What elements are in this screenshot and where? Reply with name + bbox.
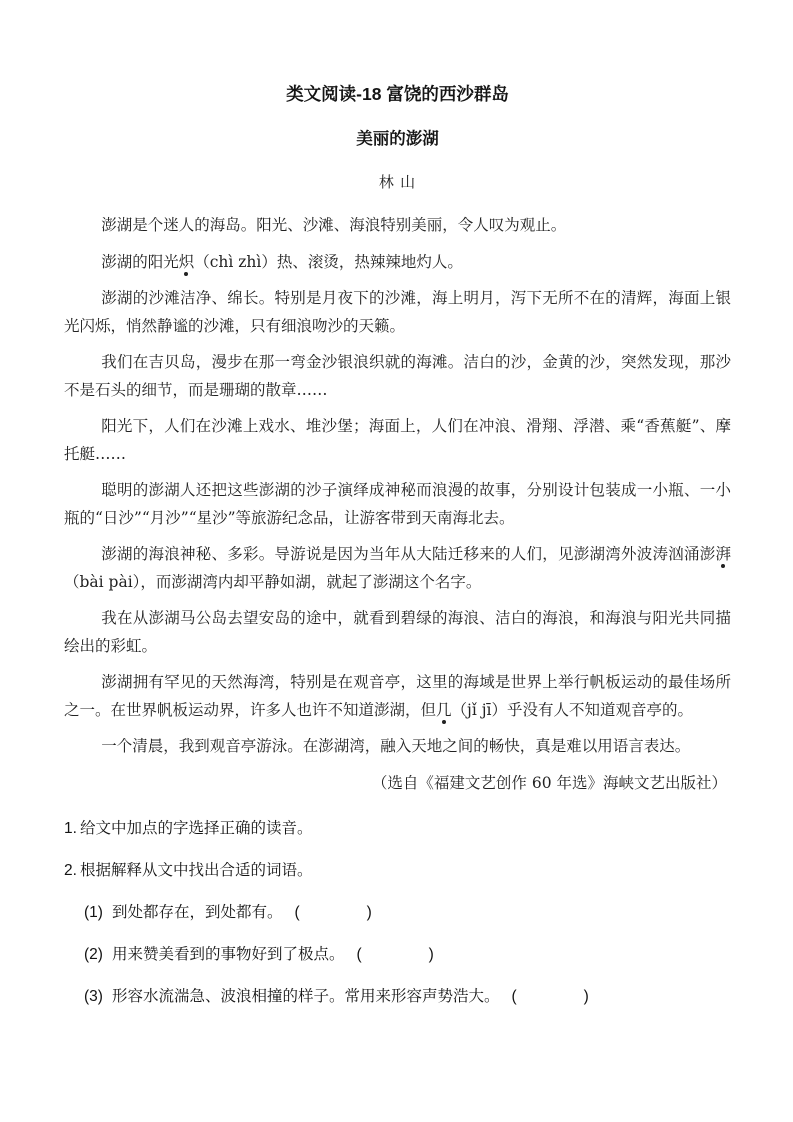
paragraph-text: 澎湖是个迷人的海岛。阳光、沙滩、海浪特别美丽，令人叹为观止。 bbox=[101, 216, 567, 234]
paragraph-text: （chì zhì）热、滚烫，热辣辣地灼人。 bbox=[194, 252, 463, 271]
answer-blank: ( ) bbox=[511, 988, 590, 1005]
paragraph-text: 澎湖的沙滩洁净、绵长。特别是月夜下的沙滩，海上明月，泻下无所不在的清辉，海面上银光闪烁，悄然静谧的沙滩，只有细浪吻沙的天籁。 bbox=[64, 289, 731, 335]
paragraph-text: 聪明的澎湖人还把这些澎湖的沙子演绎成神秘而浪漫的故事，分别设计包装成一小瓶、一小瓶的“日沙”“月沙”“星沙”等旅游纪念品，让游客带到天南海北去。 bbox=[64, 481, 731, 527]
question-1 bbox=[64, 817, 731, 841]
question-1-number: 1. bbox=[64, 820, 77, 837]
paragraph-text: 我们在吉贝岛，漫步在那一弯金沙银浪织就的海滩。洁白的沙，金黄的沙，突然发现，那沙不是石头的细节，而是珊瑚的散章…… bbox=[64, 353, 731, 399]
emphasized-character: 湃 bbox=[715, 545, 731, 563]
question-section bbox=[64, 817, 731, 1009]
article-title: 美丽的澎湖 bbox=[356, 130, 439, 148]
article-paragraph bbox=[64, 605, 731, 660]
paragraph-text: （jǐ jī）乎没有人不知道观音亭的。 bbox=[451, 700, 693, 719]
sub-question-number: (1) bbox=[84, 904, 103, 921]
sub-question-text: 用来赞美看到的事物好到了极点。 bbox=[111, 946, 345, 963]
paragraph-text: 澎湖的海浪神秘、多彩。导游说是因为当年从大陆迁移来的人们，见澎湖湾外波涛汹涌澎 bbox=[101, 545, 716, 563]
article-paragraph bbox=[64, 285, 731, 340]
article-paragraph bbox=[64, 349, 731, 404]
article-paragraph bbox=[64, 541, 731, 596]
article-paragraph bbox=[64, 212, 731, 240]
document-title: 类文阅读-18 富饶的西沙群岛 bbox=[286, 84, 509, 104]
emphasized-character: 炽 bbox=[178, 252, 195, 271]
paragraph-text: 阳光下，人们在沙滩上戏水、堆沙堡；海面上，人们在冲浪、滑翔、浮潜、乘“香蕉艇”、摩托艇…… bbox=[64, 417, 731, 463]
paragraph-text: （bài pài），而澎湖湾内却平静如湖，就起了澎湖这个名字。 bbox=[64, 572, 482, 591]
sub-question-number: (2) bbox=[84, 946, 103, 963]
paragraph-text: 我在从澎湖马公岛去望安岛的途中，就看到碧绿的海浪、洁白的海浪，和海浪与阳光共同描绘出的彩虹。 bbox=[64, 609, 731, 655]
article-paragraph bbox=[64, 249, 731, 277]
answer-blank: ( ) bbox=[294, 904, 373, 921]
sub-question-number: (3) bbox=[84, 988, 103, 1005]
sub-question-text: 形容水流湍急、波浪相撞的样子。常用来形容声势浩大。 bbox=[111, 988, 500, 1005]
question-2-number: 2. bbox=[64, 862, 77, 879]
article-body bbox=[64, 212, 731, 761]
article-paragraph bbox=[64, 669, 731, 724]
question-2-text: 根据解释从文中找出合适的词语。 bbox=[79, 862, 313, 879]
sub-question-3 bbox=[84, 985, 731, 1009]
sub-question-1 bbox=[84, 901, 731, 925]
question-1-text: 给文中加点的字选择正确的读音。 bbox=[79, 820, 313, 837]
article-attribution: （选自《福建文艺创作 60 年选》海峡文艺出版社） bbox=[371, 773, 727, 792]
question-2 bbox=[64, 859, 731, 883]
answer-blank: ( ) bbox=[356, 946, 435, 963]
sub-question-text: 到处都存在，到处都有。 bbox=[111, 904, 283, 921]
paragraph-text: 澎湖的阳光 bbox=[101, 252, 179, 271]
article-author: 林 山 bbox=[378, 174, 417, 191]
article-paragraph bbox=[64, 477, 731, 532]
article-paragraph bbox=[64, 733, 731, 761]
sub-question-2 bbox=[84, 943, 731, 967]
article-paragraph bbox=[64, 413, 731, 468]
paragraph-text: 澎湖拥有罕见的天然海湾，特别是在观音亭，这里的海域是世界上举行帆板运动的最佳场所之一。在世界帆板运动界，许多人也许不知道澎湖，但 bbox=[64, 673, 731, 719]
paragraph-text: 一个清晨，我到观音亭游泳。在澎湖湾，融入天地之间的畅快，真是难以用语言表达。 bbox=[101, 737, 691, 755]
emphasized-character: 几 bbox=[436, 700, 452, 719]
sub-question-list bbox=[64, 901, 731, 1009]
